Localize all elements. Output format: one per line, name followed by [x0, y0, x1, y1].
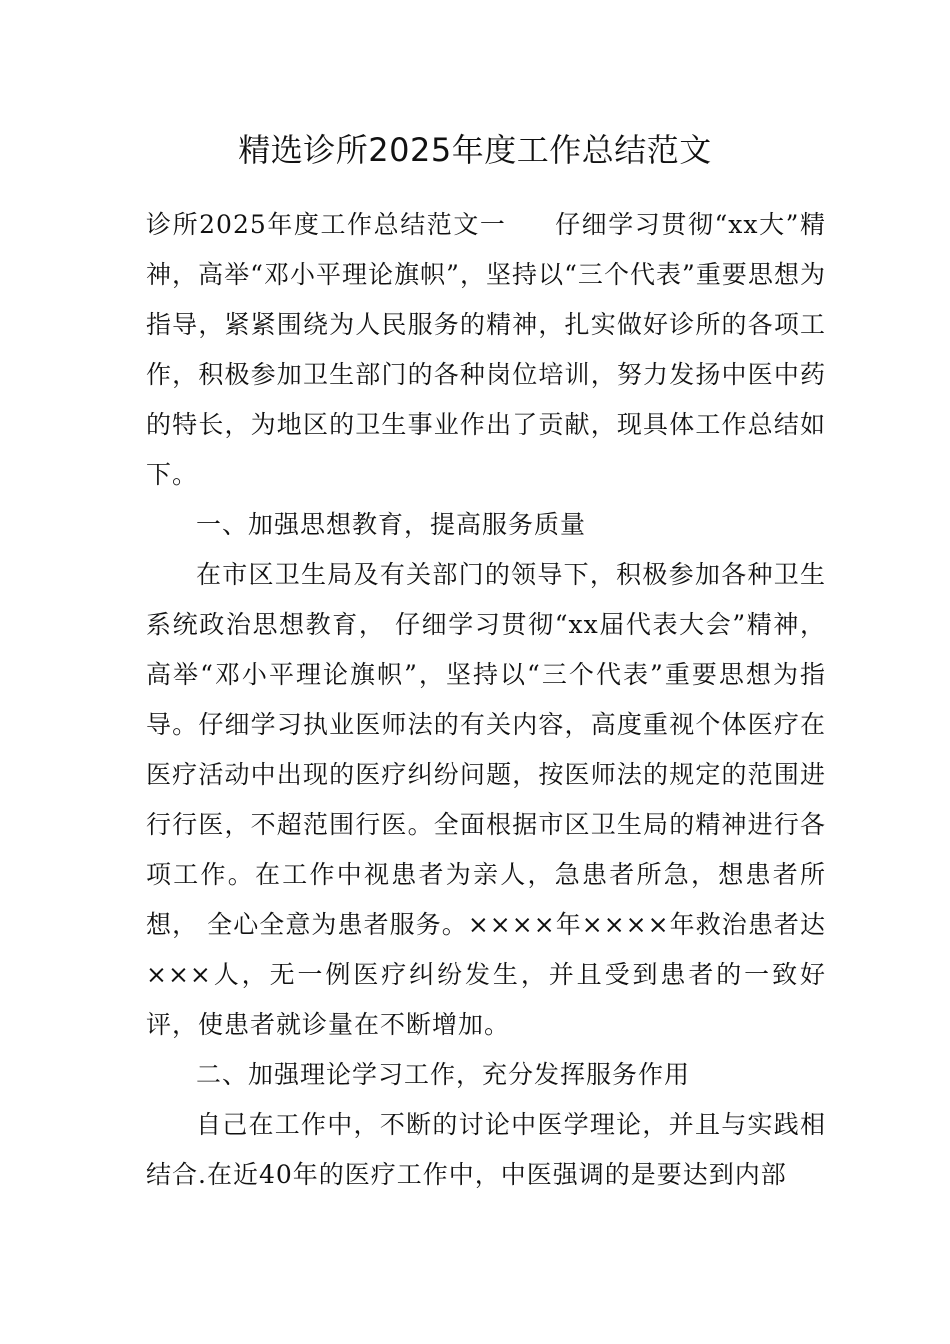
section-heading-2: 二、加强理论学习工作，充分发挥服务作用 — [196, 1060, 691, 1089]
document-body — [146, 200, 826, 1200]
intro-lead: 诊所2025年度工作总结范文一 — [146, 210, 507, 239]
intro-paragraph — [146, 200, 826, 500]
body-paragraph-1: 在市区卫生局及有关部门的领导下，积极参加各种卫生系统政治思想教育， 仔细学习贯彻“xx届代表大会”精神，高举“邓小平理论旗帜”，坚持以“三个代表”重要思想为指导。仔细学习执业医师法的有关内容，高度重视个体医疗在医疗活动中出现的医疗纠纷问题，按医师法的规定的范围进行行医，不超范围行医。全面根据市区卫生局的精神进行各项工作。在工作中视患者为亲人，急患者所急，想患者所想， 全心全意为患者服务。××××年××××年救治患者达×××人，无一例医疗纠纷发生，并且受到患者的一致好评，使患者就诊量在不断增加。 — [146, 560, 826, 1039]
intro-text: 仔细学习贯彻“xx大”精神，高举“邓小平理论旗帜”，坚持以“三个代表”重要思想为指导，紧紧围绕为人民服务的精神，扎实做好诊所的各项工作，积极参加卫生部门的各种岗位培训，努力发扬中医中药的特长，为地区的卫生事业作出了贡献，现具体工作总结如下。 — [146, 210, 827, 489]
section-heading-1: 一、加强思想教育，提高服务质量 — [196, 510, 587, 539]
body-paragraph-2: 自己在工作中，不断的讨论中医学理论，并且与实践相结合.在近40年的医疗工作中，中医强调的是要达到内部 — [146, 1110, 826, 1189]
document-title: 精选诊所2025年度工作总结范文 — [238, 131, 712, 169]
